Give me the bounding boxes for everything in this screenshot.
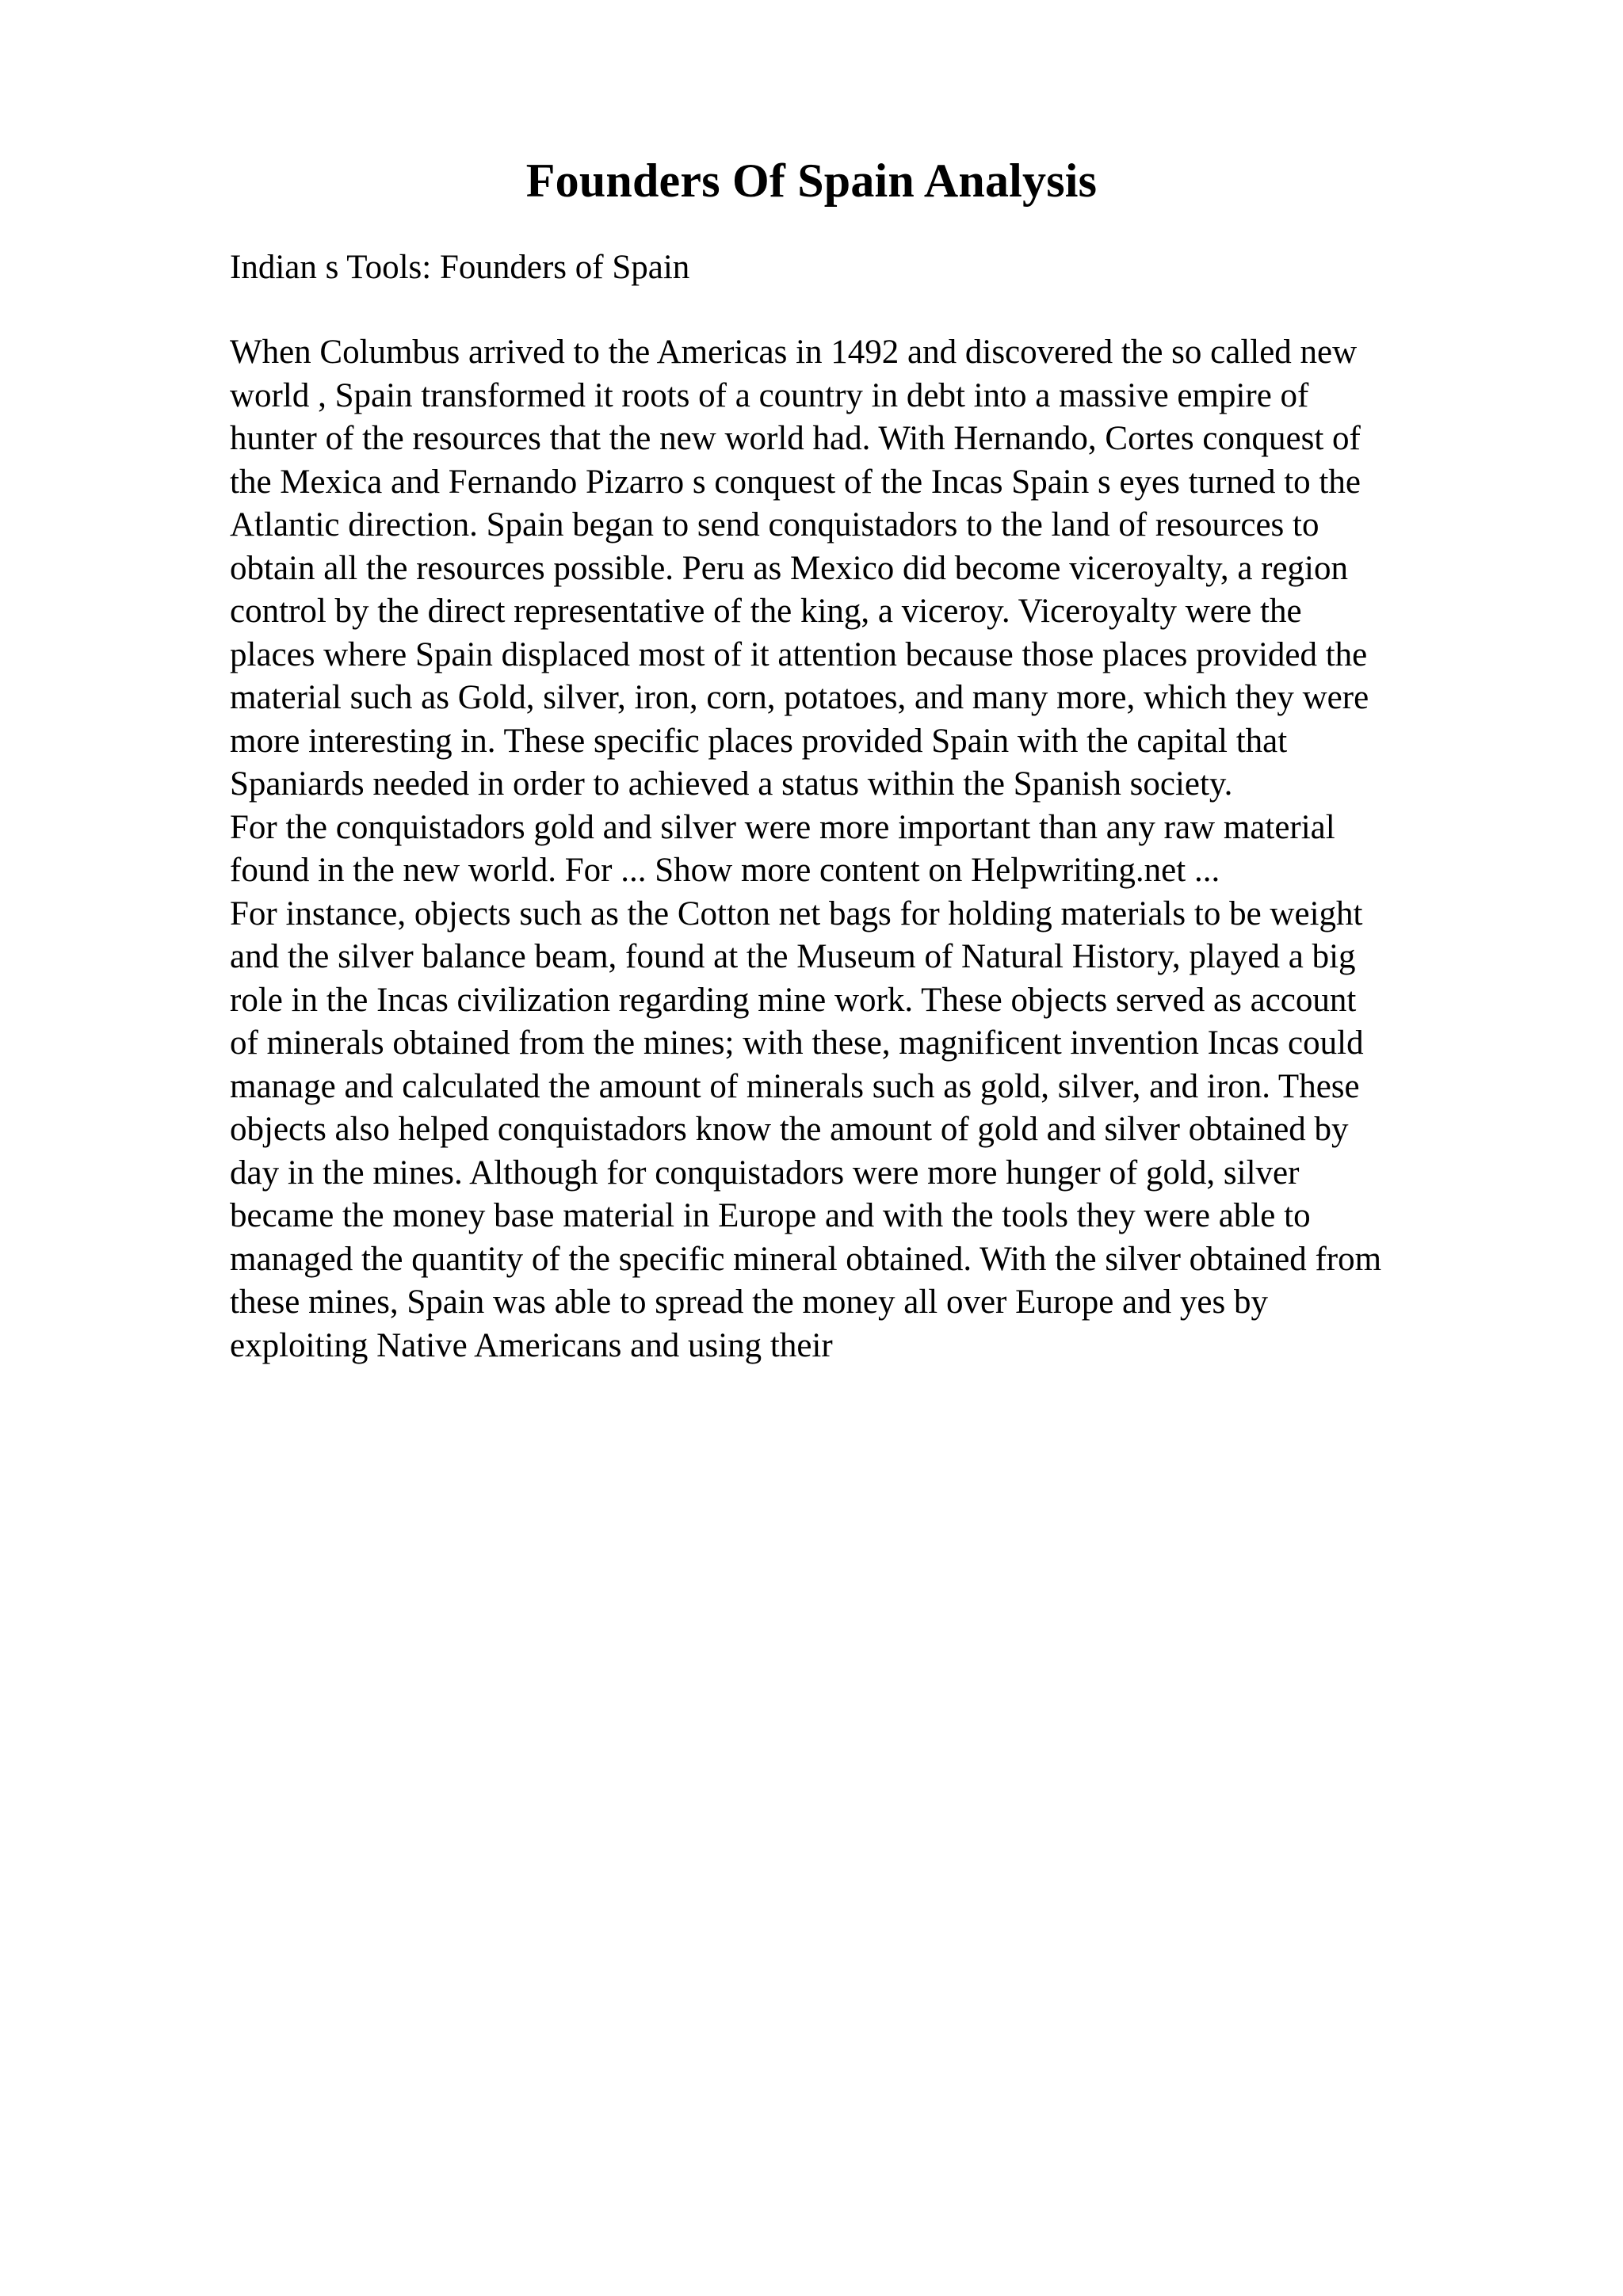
body-line: and the silver balance beam, found at the Museum of Natural History, played a big bbox=[230, 938, 1356, 975]
body-line: exploiting Native Americans and using their bbox=[230, 1326, 833, 1364]
body-line: For instance, objects such as the Cotton net bags for holding materials to be weight bbox=[230, 894, 1363, 933]
body-line: Atlantic direction. Spain began to send conquistadors to the land of resources to bbox=[230, 506, 1319, 543]
body-line: of minerals obtained from the mines; with these, magnificent invention Incas could bbox=[230, 1024, 1364, 1062]
body-line: these mines, Spain was able to spread the money all over Europe and yes by bbox=[230, 1283, 1268, 1321]
body-line: control by the direct representative of the king, a viceroy. Viceroyalty were the bbox=[230, 593, 1302, 630]
body-line: managed the quantity of the specific mineral obtained. With the silver obtained from bbox=[230, 1240, 1382, 1278]
body-line: places where Spain displaced most of it attention because those places provided the bbox=[230, 635, 1368, 673]
body-line: more interesting in. These specific places provided Spain with the capital that bbox=[230, 722, 1288, 760]
body-line: role in the Incas civilization regarding mine work. These objects served as account bbox=[230, 981, 1357, 1019]
body-line: hunter of the resources that the new world had. With Hernando, Cortes conquest of bbox=[230, 420, 1361, 457]
body-line: When Columbus arrived to the Americas in 1492 and discovered the so called new bbox=[230, 334, 1358, 371]
document-subtitle: Indian s Tools: Founders of Spain bbox=[230, 249, 690, 286]
document-body bbox=[230, 331, 1514, 1367]
body-line: the Mexica and Fernando Pizarro s conquest of the Incas Spain s eyes turned to the bbox=[230, 463, 1361, 501]
body-line: became the money base material in Europe and with the tools they were able to bbox=[230, 1197, 1311, 1234]
body-line: Spaniards needed in order to achieved a status within the Spanish society. bbox=[230, 765, 1233, 803]
body-line: world , Spain transformed it roots of a country in debt into a massive empire of bbox=[230, 376, 1309, 414]
body-line: material such as Gold, silver, iron, corn, potatoes, and many more, which they were bbox=[230, 679, 1369, 716]
body-line: found in the new world. For ... Show more content on Helpwriting.net ... bbox=[230, 852, 1220, 889]
body-line: day in the mines. Although for conquistadors were more hunger of gold, silver bbox=[230, 1154, 1300, 1192]
body-line: For the conquistadors gold and silver were more important than any raw material bbox=[230, 808, 1335, 846]
document-title: Founders Of Spain Analysis bbox=[525, 154, 1098, 207]
body-line: manage and calculated the amount of minerals such as gold, silver, and iron. These bbox=[230, 1067, 1360, 1105]
body-line: obtain all the resources possible. Peru as Mexico did become viceroyalty, a region bbox=[230, 549, 1349, 587]
body-line: objects also helped conquistadors know the amount of gold and silver obtained by bbox=[230, 1111, 1349, 1148]
